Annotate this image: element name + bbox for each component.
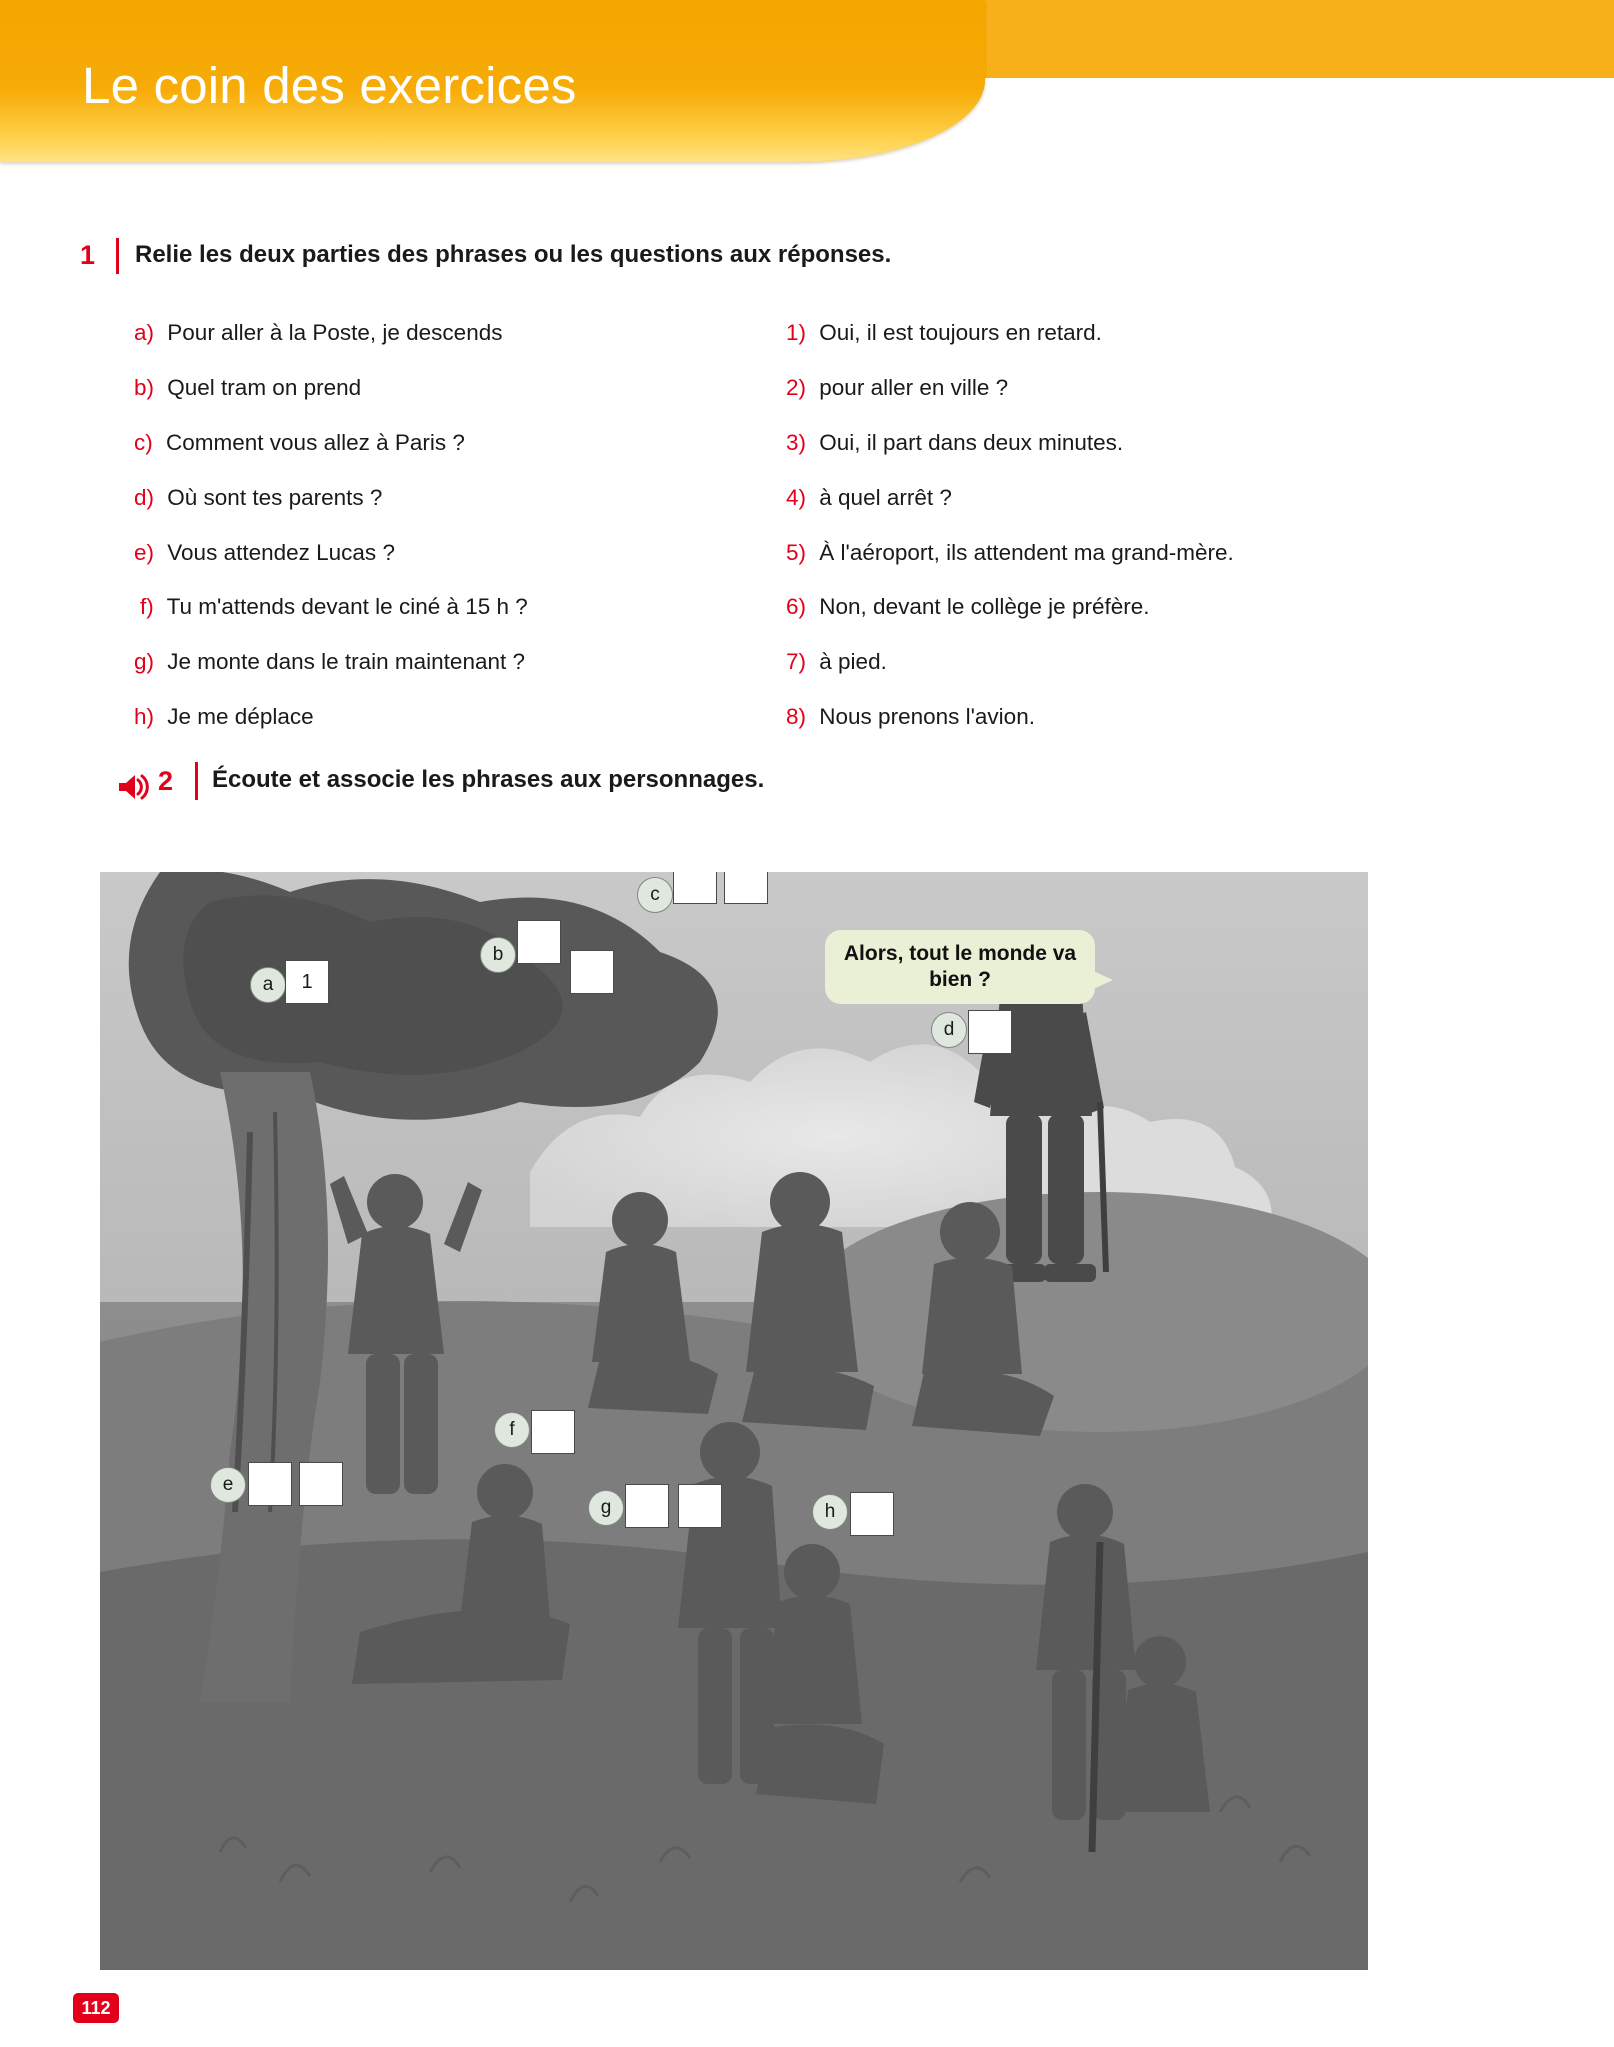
- list-item[interactable]: [134, 375, 361, 401]
- item-tag: 8): [786, 704, 807, 729]
- answer-box-d-1[interactable]: [968, 1010, 1012, 1054]
- item-tag: f): [140, 594, 154, 619]
- exercise-2-illustration: [100, 872, 1368, 1970]
- exercise-1-number: 1: [80, 240, 96, 270]
- item-tag: e): [134, 540, 155, 565]
- item-text: Je me déplace: [167, 704, 314, 729]
- item-text: Oui, il est toujours en retard.: [819, 320, 1102, 345]
- item-text: Où sont tes parents ?: [167, 485, 383, 510]
- illustration-artwork: [100, 872, 1368, 1970]
- list-item[interactable]: [786, 375, 1008, 401]
- item-tag: d): [134, 485, 155, 510]
- exercise-1-divider: [116, 238, 119, 274]
- item-tag: h): [134, 704, 155, 729]
- illustration-label-c[interactable]: c: [637, 877, 673, 913]
- item-tag: a): [134, 320, 155, 345]
- answer-box-g-2[interactable]: [678, 1484, 722, 1528]
- list-item[interactable]: [786, 649, 887, 675]
- illustration-label-b[interactable]: b: [480, 937, 516, 973]
- answer-box-b-1[interactable]: [517, 920, 561, 964]
- illustration-label-a[interactable]: a: [250, 967, 286, 1003]
- page-number: 112: [73, 1993, 119, 2023]
- answer-box-f-1[interactable]: [531, 1410, 575, 1454]
- exercise-2-divider: [195, 762, 198, 800]
- illustration-label-g[interactable]: g: [588, 1490, 624, 1526]
- list-item[interactable]: [786, 540, 1234, 566]
- list-item[interactable]: [786, 430, 1123, 456]
- answer-box-a-1[interactable]: 1: [285, 960, 329, 1004]
- item-tag: g): [134, 649, 155, 674]
- item-tag: b): [134, 375, 155, 400]
- answer-box-c-2[interactable]: [724, 872, 768, 904]
- item-text: Oui, il part dans deux minutes.: [819, 430, 1124, 455]
- illustration-label-e[interactable]: e: [210, 1467, 246, 1503]
- item-text: pour aller en ville ?: [819, 375, 1009, 400]
- list-item[interactable]: [134, 704, 314, 730]
- answer-box-c-1[interactable]: [673, 872, 717, 904]
- illustration-label-f[interactable]: f: [494, 1412, 530, 1448]
- speech-bubble: Alors, tout le monde va bien ?: [825, 930, 1095, 1004]
- page-title: Le coin des exercices: [82, 57, 577, 114]
- list-item[interactable]: [134, 540, 395, 566]
- item-text: à quel arrêt ?: [819, 485, 952, 510]
- list-item[interactable]: [786, 704, 1035, 730]
- item-tag: c): [134, 430, 153, 455]
- answer-box-h-1[interactable]: [850, 1492, 894, 1536]
- item-text: à pied.: [819, 649, 887, 674]
- exercise-1-instruction: Relie les deux parties des phrases ou les questions aux réponses.: [135, 241, 892, 268]
- item-tag: 2): [786, 375, 807, 400]
- list-item[interactable]: [134, 430, 465, 456]
- item-tag: 7): [786, 649, 807, 674]
- illustration-label-d[interactable]: d: [931, 1012, 967, 1048]
- item-tag: 4): [786, 485, 807, 510]
- exercise-2-number: 2: [158, 766, 174, 796]
- item-text: Pour aller à la Poste, je descends: [167, 320, 503, 345]
- item-text: Comment vous allez à Paris ?: [166, 430, 465, 455]
- list-item[interactable]: [134, 320, 502, 346]
- answer-box-b-2[interactable]: [570, 950, 614, 994]
- item-text: Nous prenons l'avion.: [819, 704, 1035, 729]
- list-item[interactable]: [140, 594, 528, 620]
- header-band-right: [985, 0, 1614, 78]
- answer-box-e-1[interactable]: [248, 1462, 292, 1506]
- item-text: À l'aéroport, ils attendent ma grand-mère.: [819, 540, 1234, 565]
- item-text: Tu m'attends devant le ciné à 15 h ?: [166, 594, 528, 619]
- item-tag: 5): [786, 540, 807, 565]
- list-item[interactable]: [134, 649, 525, 675]
- item-tag: 1): [786, 320, 807, 345]
- answer-box-g-1[interactable]: [625, 1484, 669, 1528]
- speaker-icon[interactable]: [115, 770, 149, 804]
- item-text: Non, devant le collège je préfère.: [819, 594, 1150, 619]
- item-tag: 3): [786, 430, 807, 455]
- item-text: Je monte dans le train maintenant ?: [167, 649, 525, 674]
- item-text: Quel tram on prend: [167, 375, 362, 400]
- item-tag: 6): [786, 594, 807, 619]
- list-item[interactable]: [134, 485, 382, 511]
- answer-box-e-2[interactable]: [299, 1462, 343, 1506]
- illustration-label-h[interactable]: h: [812, 1494, 848, 1530]
- item-text: Vous attendez Lucas ?: [167, 540, 395, 565]
- exercise-2-instruction: Écoute et associe les phrases aux personnages.: [212, 766, 765, 793]
- list-item[interactable]: [786, 594, 1150, 620]
- list-item[interactable]: [786, 485, 952, 511]
- list-item[interactable]: [786, 320, 1102, 346]
